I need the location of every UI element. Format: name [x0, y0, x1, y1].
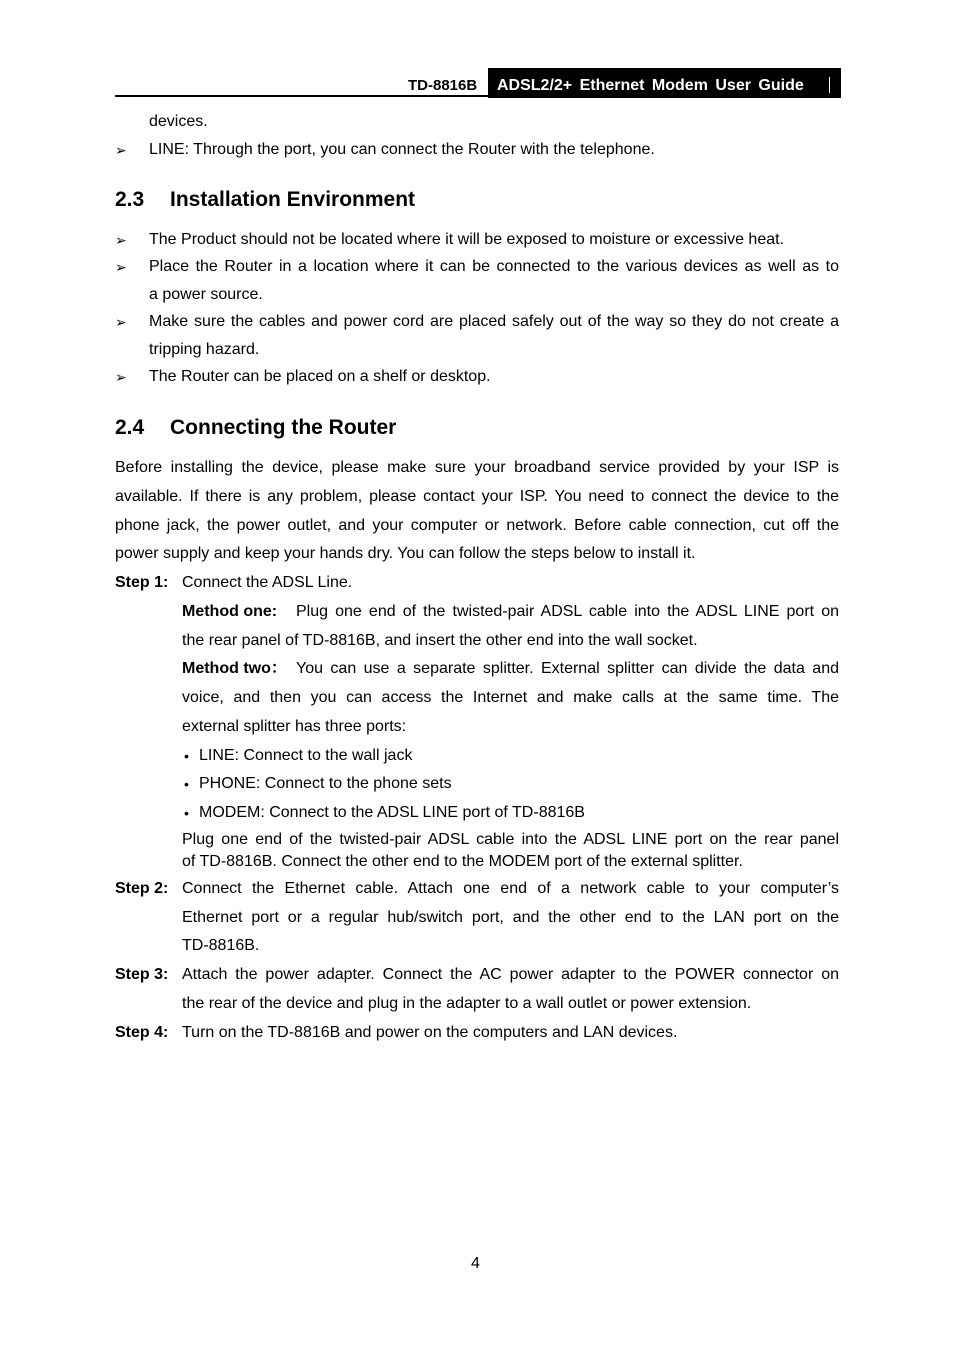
- step-4-text: Turn on the TD-8816B and power on the computers and LAN devices.: [182, 1024, 678, 1041]
- step-2-label: Step 2:: [115, 880, 169, 897]
- port-item: PHONE: Connect to the phone sets: [199, 775, 452, 792]
- step-2-text-cont: Ethernet port or a regular hub/switch port, and the other end to the LAN port on the: [182, 909, 839, 926]
- env-item-cont: a power source.: [149, 286, 263, 303]
- header-title: ADSL2/2+ Ethernet Modem User Guide: [497, 77, 804, 94]
- port-bullet-icon: •: [184, 805, 189, 821]
- intro-paragraph-line: available. If there is any problem, please contact your ISP. You need to connect the device to the: [115, 488, 839, 505]
- step-3-text: Attach the power adapter. Connect the AC power adapter to the POWER connector on: [182, 966, 839, 983]
- method-two-text-cont: external splitter has three ports:: [182, 718, 407, 735]
- bullet-arrow-icon: ➢: [115, 232, 127, 248]
- method-two-text: You can use a separate splitter. External splitter can divide the data and: [296, 660, 839, 677]
- step-3-text-cont: the rear of the device and plug in the adapter to a wall outlet or power extension.: [182, 995, 752, 1012]
- section-2-3-title: Installation Environment: [170, 188, 416, 211]
- env-item: The Product should not be located where it will be exposed to moisture or excessive heat.: [149, 231, 785, 248]
- step-2-text: Connect the Ethernet cable. Attach one end of a network cable to your computer’s: [182, 880, 839, 897]
- step-1-text: Connect the ADSL Line.: [182, 574, 353, 591]
- bullet-arrow-icon: ➢: [115, 314, 127, 330]
- section-2-3-number: 2.3: [115, 188, 145, 211]
- method-two-text-cont: voice, and then you can access the Internet and make calls at the same time. The: [182, 689, 839, 706]
- port-bullet-icon: •: [184, 776, 189, 792]
- method-one-line: [182, 602, 839, 622]
- port-item: LINE: Connect to the wall jack: [199, 747, 413, 764]
- method-one-text-cont: the rear panel of TD-8816B, and insert the other end into the wall socket.: [182, 632, 698, 649]
- header-divider: [829, 77, 830, 93]
- bullet-arrow-icon: ➢: [115, 259, 127, 275]
- method-one-text: Plug one end of the twisted-pair ADSL cable into the ADSL LINE port on: [296, 603, 839, 620]
- method-one-label: Method one:: [182, 603, 278, 620]
- plug-text: Plug one end of the twisted-pair ADSL cable into the ADSL LINE port on the rear panel: [182, 831, 839, 848]
- intro-paragraph-line: phone jack, the power outlet, and your computer or network. Before cable connection, cut off the: [115, 517, 839, 534]
- step-2-text-cont: TD-8816B.: [182, 937, 260, 954]
- continued-text: devices.: [149, 113, 208, 130]
- bullet-arrow-icon: ➢: [115, 369, 127, 385]
- section-2-4-number: 2.4: [115, 416, 145, 439]
- line-port-item: LINE: Through the port, you can connect the Router with the telephone.: [149, 141, 655, 158]
- page-number: 4: [471, 1255, 480, 1272]
- env-item: Place the Router in a location where it can be connected to the various devices as well as to: [149, 258, 839, 275]
- step-1-label: Step 1:: [115, 574, 169, 591]
- env-item: The Router can be placed on a shelf or desktop.: [149, 368, 491, 385]
- step-3-label: Step 3:: [115, 966, 169, 983]
- header-rule: [115, 95, 841, 97]
- plug-text-cont: of TD-8816B. Connect the other end to the MODEM port of the external splitter.: [182, 853, 743, 870]
- port-bullet-icon: •: [184, 748, 189, 764]
- intro-paragraph-line: Before installing the device, please make sure your broadband service provided by your ISP is: [115, 459, 839, 476]
- step-4-label: Step 4:: [115, 1024, 169, 1041]
- bullet-arrow-icon: ➢: [115, 142, 127, 158]
- env-item: Make sure the cables and power cord are placed safely out of the way so they do not create a: [149, 313, 839, 330]
- port-item: MODEM: Connect to the ADSL LINE port of TD-8816B: [199, 804, 585, 821]
- section-2-4-title: Connecting the Router: [170, 416, 397, 439]
- intro-paragraph-line: power supply and keep your hands dry. You can follow the steps below to install it.: [115, 545, 696, 562]
- method-two-line: [182, 659, 839, 679]
- method-two-label: Method two：: [182, 660, 287, 677]
- env-item-cont: tripping hazard.: [149, 341, 260, 358]
- header-model: TD-8816B: [408, 77, 478, 94]
